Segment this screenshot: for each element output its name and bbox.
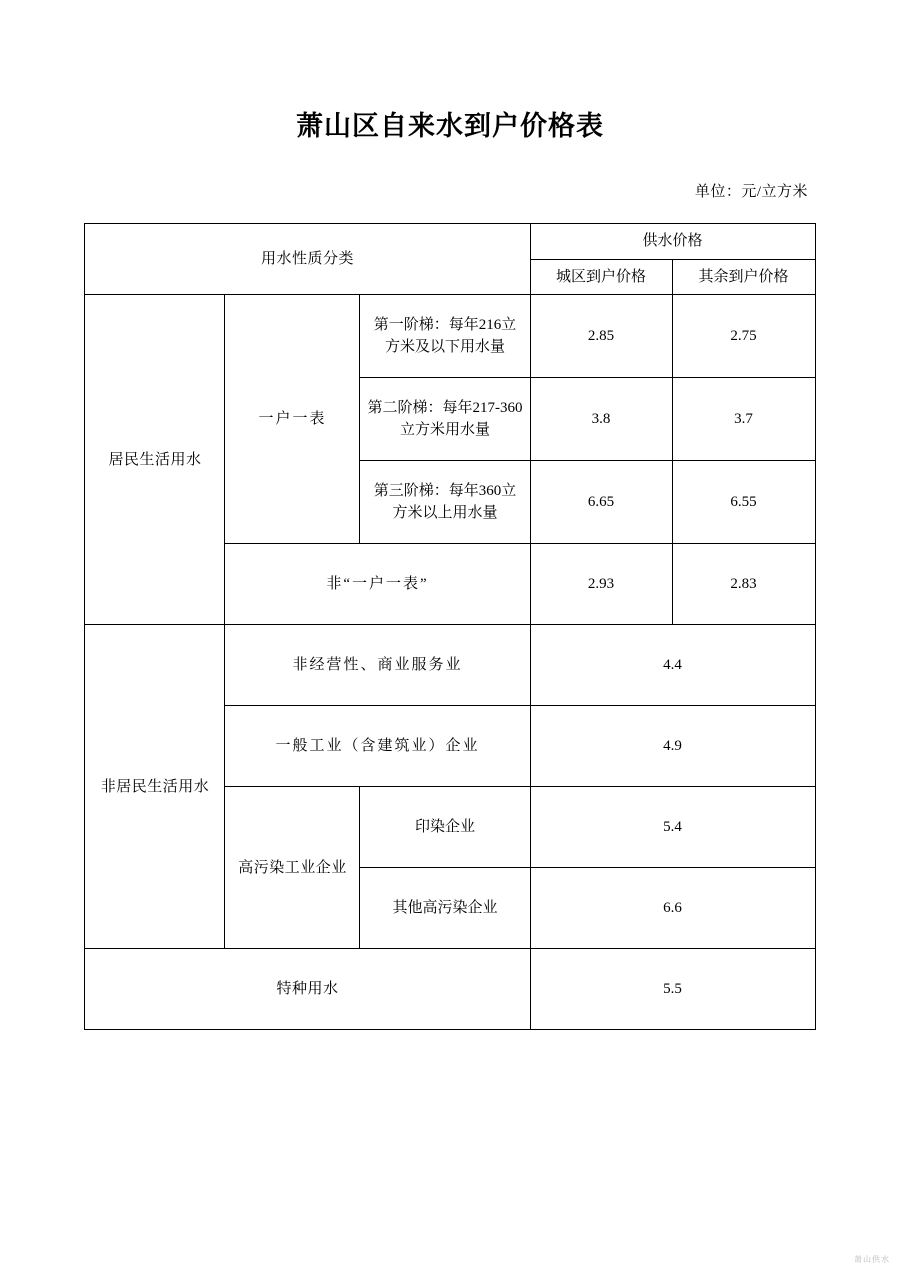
subcategory-one-meter: 一户一表	[225, 295, 360, 544]
high-pollution-item: 其他高污染企业	[360, 868, 530, 949]
step-description: 第一阶梯：每年216立方米及以下用水量	[360, 295, 530, 378]
table-row	[85, 625, 815, 706]
header-col-other: 其余到户价格	[672, 259, 815, 295]
unit-note: 单位：元/立方米	[694, 184, 808, 201]
subcategory-non-one-meter: 非“一户一表”	[225, 544, 530, 625]
step-price-other: 3.7	[672, 378, 815, 461]
page-title: 萧山区自来水到户价格表	[296, 111, 604, 141]
industry-price: 4.9	[530, 706, 815, 787]
header-category: 用水性质分类	[85, 224, 530, 295]
high-pollution-price: 5.4	[530, 787, 815, 868]
step-price-other: 6.55	[672, 461, 815, 544]
subcategory-industry: 一般工业（含建筑业）企业	[225, 706, 530, 787]
step-price-other: 2.75	[672, 295, 815, 378]
category-special: 特种用水	[85, 949, 530, 1030]
non-one-meter-price-city: 2.93	[530, 544, 672, 625]
subcategory-commercial: 非经营性、商业服务业	[225, 625, 530, 706]
subcategory-high-pollution: 高污染工业企业	[225, 787, 360, 949]
step-description: 第二阶梯：每年217-360立方米用水量	[360, 378, 530, 461]
header-price-group: 供水价格	[530, 224, 815, 260]
watermark: 萧山供水	[854, 1255, 890, 1264]
category-residential: 居民生活用水	[85, 295, 225, 625]
step-price-city: 2.85	[530, 295, 672, 378]
high-pollution-item: 印染企业	[360, 787, 530, 868]
step-price-city: 6.65	[530, 461, 672, 544]
non-one-meter-price-other: 2.83	[672, 544, 815, 625]
step-price-city: 3.8	[530, 378, 672, 461]
water-price-table	[84, 223, 815, 1030]
category-non-residential: 非居民生活用水	[85, 625, 225, 949]
step-description: 第三阶梯：每年360立方米以上用水量	[360, 461, 530, 544]
commercial-price: 4.4	[530, 625, 815, 706]
table-row	[85, 295, 815, 378]
high-pollution-price: 6.6	[530, 868, 815, 949]
special-price: 5.5	[530, 949, 815, 1030]
table-row	[85, 949, 815, 1030]
table-header-row-1	[85, 224, 815, 260]
header-col-city: 城区到户价格	[530, 259, 672, 295]
